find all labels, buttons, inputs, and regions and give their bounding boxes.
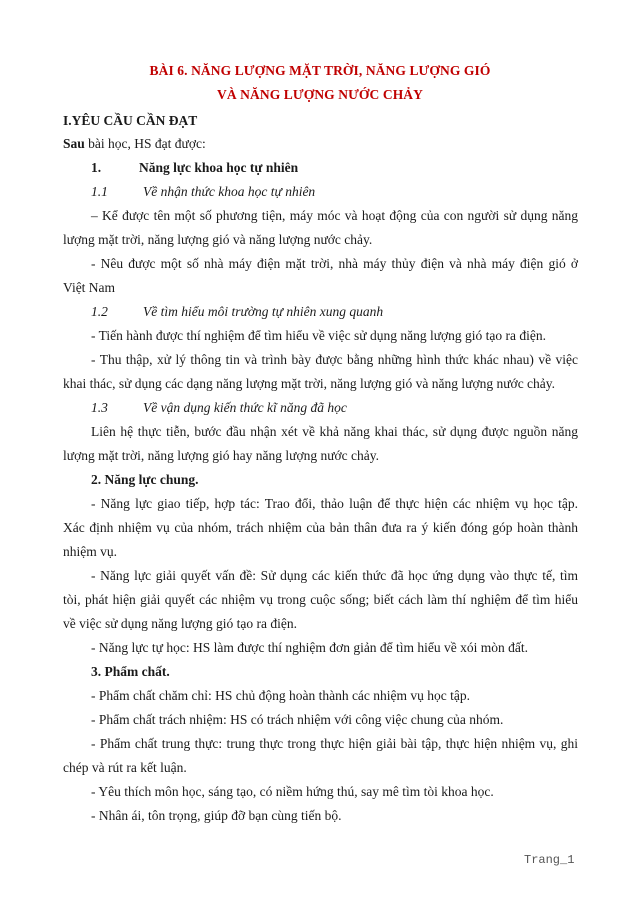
paragraph-line: - Năng lực giao tiếp, hợp tác: Trao đổi, thảo luận để thực hiện các nhiệm vụ học tập. bbox=[91, 496, 578, 511]
intro-bold: Sau bbox=[63, 136, 85, 151]
heading-3: 3. Phẩm chất. bbox=[91, 664, 170, 679]
paragraph-line: nhiệm vụ. bbox=[63, 544, 117, 559]
heading-1-label: Năng lực khoa học tự nhiên bbox=[139, 160, 299, 175]
page-number: Trang_1 bbox=[524, 853, 575, 867]
lesson-title-line-2: VÀ NĂNG LƯỢNG NƯỚC CHẢY bbox=[216, 87, 424, 102]
paragraph-line: - Phẩm chất trách nhiệm: HS có trách nhiệm với công việc chung của nhóm. bbox=[91, 712, 504, 727]
paragraph-line: - Thu thập, xử lý thông tin và trình bày được bằng những hình thức khác nhau) về việc bbox=[91, 352, 578, 367]
heading-1-number: 1. bbox=[91, 160, 102, 175]
paragraph-line: Việt Nam bbox=[63, 280, 116, 295]
heading-1-3-number: 1.3 bbox=[91, 400, 108, 415]
paragraph-line: - Phẩm chất chăm chỉ: HS chủ động hoàn thành các nhiệm vụ học tập. bbox=[91, 688, 471, 703]
paragraph-line: - Yêu thích môn học, sáng tạo, có niềm hứng thú, say mê tìm tòi khoa học. bbox=[91, 784, 494, 799]
heading-1-1-number: 1.1 bbox=[91, 184, 108, 199]
paragraph-line: chép và rút ra kết luận. bbox=[63, 760, 187, 775]
heading-1-2-number: 1.2 bbox=[91, 304, 108, 319]
paragraph-line: lượng mặt trời, năng lượng gió và năng lượng nước chảy. bbox=[63, 232, 373, 247]
heading-1-3-label: Về vận dụng kiến thức kĩ năng đã học bbox=[143, 400, 347, 415]
paragraph-line: - Tiến hành được thí nghiệm để tìm hiểu về việc sử dụng năng lượng gió tạo ra điện. bbox=[91, 328, 547, 343]
paragraph-line: - Năng lực giải quyết vấn đề: Sử dụng các kiến thức đã học ứng dụng vào thực tế, tìm bbox=[91, 568, 578, 583]
heading-1-2-label: Về tìm hiểu môi trường tự nhiên xung quanh bbox=[143, 304, 384, 319]
paragraph-line: - Phẩm chất trung thực: trung thực trong thực hiện giải bài tập, thực hiện nhiệm vụ, ghi bbox=[91, 736, 578, 751]
paragraph-line: - Nhân ái, tôn trọng, giúp đỡ bạn cùng tiến bộ. bbox=[91, 808, 342, 823]
lesson-title-line-1: BÀI 6. NĂNG LƯỢNG MẶT TRỜI, NĂNG LƯỢNG GIÓ bbox=[149, 63, 491, 78]
section-heading: I.YÊU CẦU CẦN ĐẠT bbox=[63, 113, 198, 128]
intro-text bbox=[63, 136, 206, 152]
paragraph-line: – Kể được tên một số phương tiện, máy móc và hoạt động của con người sử dụng năng bbox=[91, 208, 578, 223]
paragraph-line: khai thác, sử dụng các dạng năng lượng mặt trời, năng lượng gió và năng lượng nước chảy. bbox=[63, 376, 556, 391]
heading-1-1-label: Về nhận thức khoa học tự nhiên bbox=[143, 184, 316, 199]
paragraph-line: tòi, phát hiện giải quyết các nhiệm vụ trong cuộc sống; biết cách làm thí nghiệm để tìm hiểu bbox=[63, 592, 578, 607]
paragraph-line: về việc sử dụng năng lượng gió tạo ra điện. bbox=[63, 616, 297, 631]
paragraph-line: - Năng lực tự học: HS làm được thí nghiệm đơn giản để tìm hiểu về xói mòn đất. bbox=[91, 640, 529, 655]
paragraph-line: Liên hệ thực tiễn, bước đầu nhận xét về khả năng khai thác, sử dụng được nguồn năng bbox=[91, 424, 578, 439]
heading-2: 2. Năng lực chung. bbox=[91, 472, 199, 487]
paragraph-line: lượng mặt trời, năng lượng gió hay năng lượng nước chảy. bbox=[63, 448, 380, 463]
paragraph-line: Xác định nhiệm vụ của nhóm, trách nhiệm của bản thân đưa ra ý kiến đóng góp hoàn thành bbox=[63, 520, 578, 535]
paragraph-line: - Nêu được một số nhà máy điện mặt trời, nhà máy thủy điện và nhà máy điện gió ở bbox=[91, 256, 578, 271]
intro-rest: bài học, HS đạt được: bbox=[84, 136, 206, 151]
